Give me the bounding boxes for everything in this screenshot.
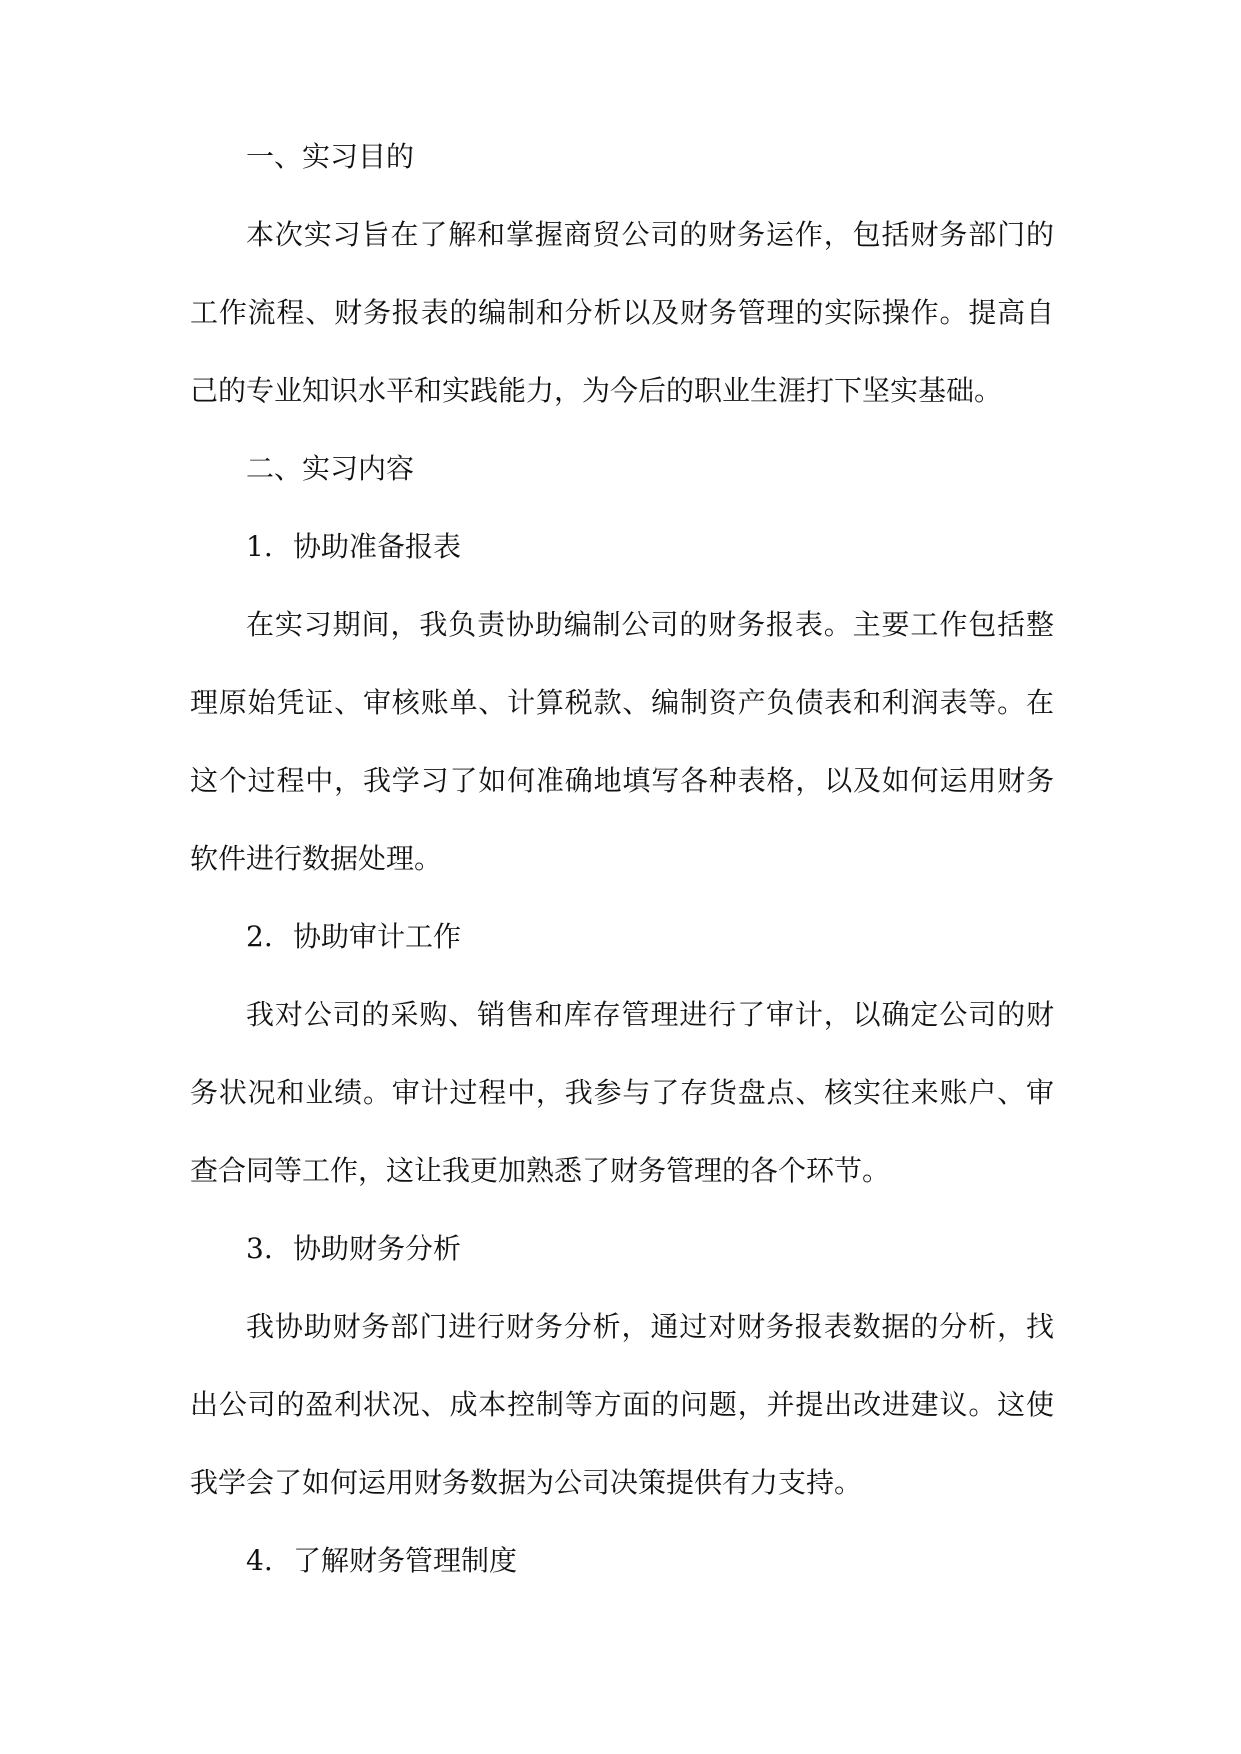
- item-number: 1.: [246, 530, 273, 563]
- paragraph-line: 我协助财务部门进行财务分析，通过对财务报表数据的分析，找: [246, 1310, 1054, 1343]
- paragraph: [190, 606, 1054, 878]
- item-number: 3.: [246, 1232, 273, 1265]
- paragraph-line: 务状况和业绩。审计过程中，我参与了存货盘点、核实往来账户、审: [190, 1076, 1054, 1109]
- paragraph: [190, 1308, 1054, 1502]
- paragraph: [190, 996, 1054, 1190]
- paragraph-line: 我对公司的采购、销售和库存管理进行了审计，以确定公司的财: [246, 998, 1054, 1031]
- paragraph-line: 本次实习旨在了解和掌握商贸公司的财务运作，包括财务部门的: [246, 218, 1054, 251]
- item-title: 了解财务管理制度: [293, 1544, 518, 1577]
- item-title: 协助财务分析: [293, 1232, 462, 1265]
- section-heading: 二、实习内容: [246, 452, 415, 485]
- item-heading: [190, 1542, 1054, 1580]
- item-heading: [190, 1230, 1054, 1268]
- paragraph-line: 这个过程中，我学习了如何准确地填写各种表格，以及如何运用财务: [190, 764, 1054, 797]
- section-heading: 一、实习目的: [246, 140, 415, 173]
- item-number: 2.: [246, 920, 273, 953]
- paragraph-line: 软件进行数据处理。: [190, 842, 443, 875]
- paragraph-line: 我学会了如何运用财务数据为公司决策提供有力支持。: [190, 1466, 863, 1499]
- item-title: 协助审计工作: [293, 920, 462, 953]
- item-title: 协助准备报表: [293, 530, 462, 563]
- document-body: [190, 138, 1054, 1580]
- item-number: 4.: [246, 1544, 273, 1577]
- paragraph-line: 出公司的盈利状况、成本控制等方面的问题，并提出改进建议。这使: [190, 1388, 1054, 1421]
- item-heading: [190, 528, 1054, 566]
- paragraph: [190, 216, 1054, 410]
- paragraph-line: 己的专业知识水平和实践能力，为今后的职业生涯打下坚实基础。: [190, 374, 1003, 407]
- paragraph-line: 理原始凭证、审核账单、计算税款、编制资产负债表和利润表等。在: [190, 686, 1054, 719]
- paragraph-line: 查合同等工作，这让我更加熟悉了财务管理的各个环节。: [190, 1154, 891, 1187]
- paragraph-line: 在实习期间，我负责协助编制公司的财务报表。主要工作包括整: [246, 608, 1054, 641]
- item-heading: [190, 918, 1054, 956]
- paragraph-line: 工作流程、财务报表的编制和分析以及财务管理的实际操作。提高自: [190, 296, 1054, 329]
